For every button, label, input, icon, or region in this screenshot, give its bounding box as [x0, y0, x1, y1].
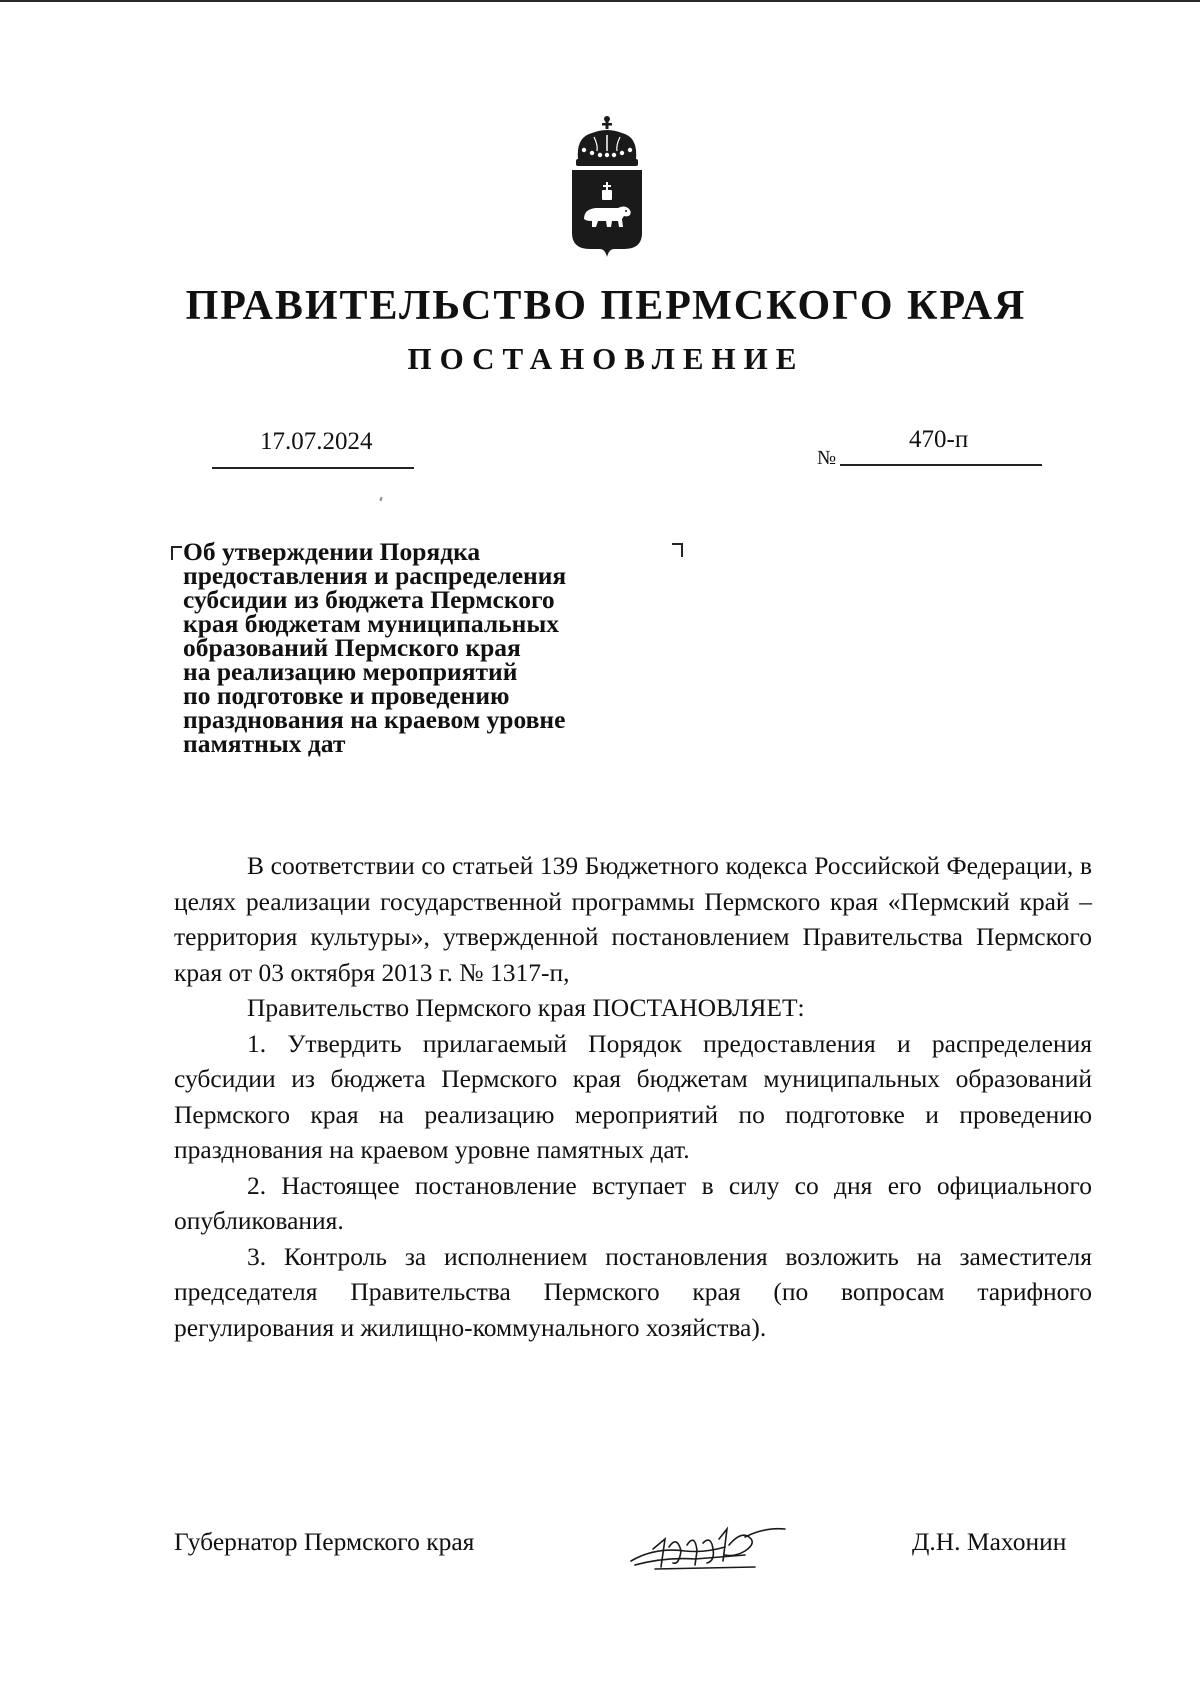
document-type: ПОСТАНОВЛЕНИЕ: [407, 341, 805, 376]
scan-top-edge: [0, 0, 1200, 2]
preamble-paragraph: В соответствии со статьей 139 Бюджетного кодекса Российской Федерации, в целях реализации государственной программы Пермского края «Пермский край – территория культуры», утвержденной постановлением Правительства Пермского края от 03 октября 2013 г. № 1317-п,: [174, 851, 1092, 987]
subject-line: образований Пермского края: [183, 633, 521, 662]
scan-speck: [379, 497, 382, 501]
subject-line: предоставления и распределения: [183, 561, 567, 590]
item-1-paragraph: 1. Утвердить прилагаемый Порядок предоставления и распределения субсидии из бюджета Пермского края бюджетам муниципальных образований Пермского края на реализацию мероприятий по подготовке и проведению празднования на краевом уровне памятных дат.: [174, 1028, 1092, 1164]
subject-line: по подготовке и проведению: [183, 681, 510, 710]
subject-bracket-right: [672, 543, 683, 557]
item-2-paragraph: 2. Настоящее постановление вступает в силу со дня его официального опубликования.: [174, 1170, 1092, 1235]
subject-line: на реализацию мероприятий: [183, 657, 518, 686]
date-underline: [212, 467, 414, 469]
subject-line: памятных дат: [183, 729, 346, 758]
number-underline: [840, 464, 1042, 466]
organization-title: ПРАВИТЕЛЬСТВО ПЕРМСКОГО КРАЯ: [185, 283, 1027, 329]
perm-krai-coat-of-arms-icon: [562, 115, 652, 265]
handwritten-signature: [625, 1517, 805, 1577]
document-date: 17.07.2024: [260, 428, 373, 455]
document-number: 470-п: [909, 426, 969, 453]
subject-line: празднования на краевом уровне: [183, 705, 566, 734]
subject-line: субсидии из бюджета Пермского: [183, 585, 555, 614]
resolves-line: Правительство Пермского края ПОСТАНОВЛЯЕТ:: [247, 993, 805, 1022]
signatory-title: Губернатор Пермского края: [174, 1527, 475, 1556]
subject-line: Об утверждении Порядка: [183, 537, 481, 566]
document-body: [174, 848, 1092, 1345]
item-3-paragraph: 3. Контроль за исполнением постановления возложить на заместителя председателя Правительства Пермского края (по вопросам тарифного регулирования и жилищно-коммунального хозяйства).: [174, 1241, 1092, 1342]
document-subject: [183, 537, 643, 758]
subject-bracket-left: [171, 546, 182, 560]
signatory-name: Д.Н. Махонин: [912, 1527, 1067, 1556]
subject-line: края бюджетам муниципальных: [183, 609, 559, 638]
number-sign: №: [817, 447, 837, 469]
